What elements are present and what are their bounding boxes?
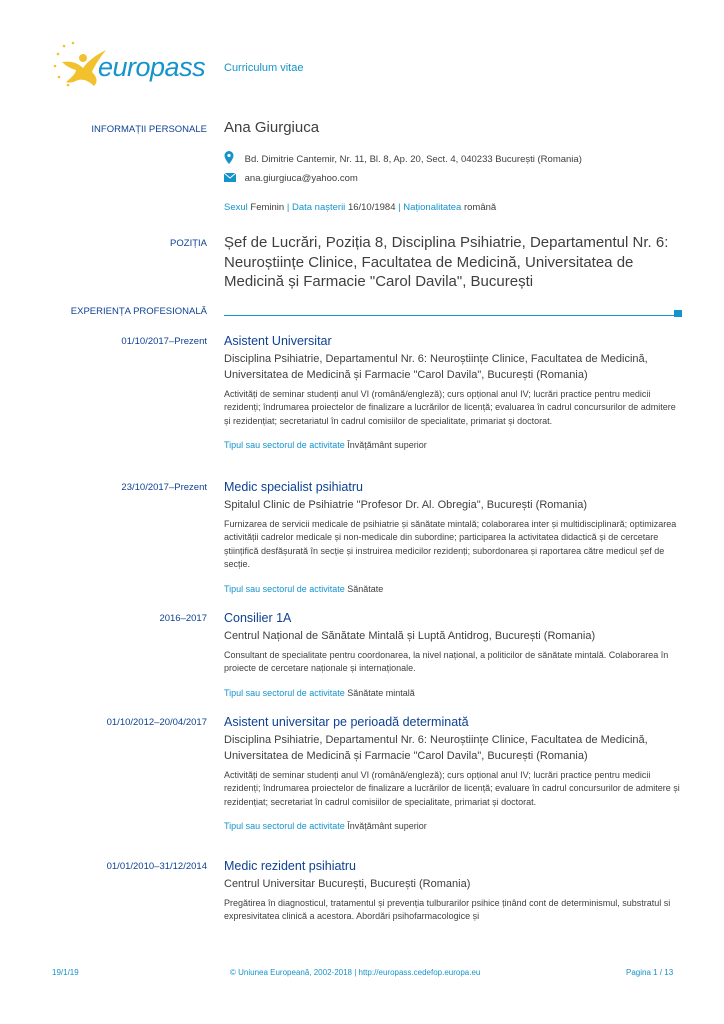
document-title: Curriculum vitae bbox=[224, 62, 304, 74]
entry-description: Furnizarea de servicii medicale de psihiatrie și sănătate mintală; colaborarea inter și multidisciplinară; optimizarea activității cadrelor medicale și non-medicale din subordine; participarea la activitatea didactică și de cercetare științifică desfășurată în secție și instruirea medicilor rezidenți; subordonarea și raportarea către medicul șef de secție. bbox=[224, 519, 677, 570]
birth-value: 16/10/1984 bbox=[347, 202, 396, 213]
footer-date: 19/1/19 bbox=[52, 968, 79, 977]
entry-sector bbox=[224, 821, 684, 831]
entry-title: Medic specialist psihiatru bbox=[224, 480, 363, 494]
entry-description: Activități de seminar studenți anul VI (română/engleză); curs opțional anul IV; lucrări practice pentru medicii rezidenți; îndrumarea proiectelor de finalizare a lucrărilor de licență; evaluarea în cadrul concursurilor de admitere și rezidențiat; secretariatul în cadrul comisiilor de specialitate, primariat și doctorat. bbox=[224, 389, 676, 426]
entry-dates: 01/10/2012–20/04/2017 bbox=[106, 717, 207, 728]
sector-value: Învățământ superior bbox=[347, 821, 427, 832]
envelope-icon bbox=[224, 173, 236, 182]
position-text: Șef de Lucrări, Poziția 8, Disciplina Psihiatrie, Departamentul Nr. 6: Neuroștiințe Clinice, Facultatea de Medicină, Universitatea de Medicină și Farmacie "Carol Davila", București bbox=[224, 234, 669, 290]
address: Bd. Dimitrie Cantemir, Nr. 11, Bl. 8, Ap. 20, Sect. 4, 040233 București (Romania) bbox=[244, 154, 582, 165]
sex-value: Feminin bbox=[250, 202, 285, 213]
separator: | bbox=[398, 202, 401, 213]
email-link[interactable]: ana.giurgiuca@yahoo.com bbox=[244, 173, 358, 184]
entry-organization: Centrul Național de Sănătate Mintală și Luptă Antidrog, București (Romania) bbox=[224, 630, 596, 642]
footer-copyright[interactable]: © Uniunea Europeană, 2002-2018 | http://europass.cedefop.europa.eu bbox=[230, 968, 481, 977]
entry-sector bbox=[224, 584, 684, 594]
nationality-label: Naționalitatea bbox=[403, 202, 462, 213]
entry-description: Activități de seminar studenți anul VI (română/engleză); curs opțional anul IV; lucrări practice pentru medicii rezidenți; îndrumarea proiectelor de finalizare a lucrărilor de licență; evaluare în cadrul concursurilor de admitere și rezidențiat; secretariat în cadrul comisiilor de specialitate, primariat și doctorat. bbox=[224, 770, 680, 807]
sector-value: Învățământ superior bbox=[347, 440, 427, 451]
entry-organization: Spitalul Clinic de Psihiatrie "Profesor Dr. Al. Obregia", București (Romania) bbox=[224, 499, 588, 511]
entry-title: Medic rezident psihiatru bbox=[224, 859, 357, 873]
section-divider-marker bbox=[674, 310, 682, 317]
separator: | bbox=[286, 202, 290, 213]
address-row bbox=[224, 151, 684, 165]
entry-organization: Centrul Universitar București, București (Romania) bbox=[224, 878, 471, 890]
section-divider bbox=[224, 315, 674, 316]
entry-title: Consilier 1A bbox=[224, 611, 292, 625]
experience-label: EXPERIENȚA PROFESIONALĂ bbox=[70, 306, 207, 317]
birth-label: Data nașterii bbox=[291, 202, 346, 213]
entry-organization: Disciplina Psihiatrie, Departamentul Nr. 6: Neuroștiințe Clinice, Facultatea de Medicină, Universitatea de Medicină și Farmacie "Carol Davila", București (Romania) bbox=[224, 734, 648, 762]
experience-entry bbox=[224, 479, 684, 594]
sector-label: Tipul sau sectorul de activitate bbox=[224, 821, 345, 832]
experience-entry bbox=[224, 714, 684, 831]
person-name: Ana Giurgiuca bbox=[224, 119, 320, 136]
personal-info-label: INFORMAȚII PERSONALE bbox=[91, 124, 207, 135]
personal-details bbox=[224, 202, 684, 213]
entry-description: Consultant de specialitate pentru coordonarea, la nivel național, a politicilor de sănătate mintală. Colaborarea în proiecte de cercetare naționale și internaționale. bbox=[224, 650, 669, 674]
entry-title: Asistent universitar pe perioadă determinată bbox=[224, 715, 469, 729]
entry-dates: 01/01/2010–31/12/2014 bbox=[106, 861, 207, 872]
footer-page: Pagina 1 / 13 bbox=[626, 968, 674, 977]
entry-dates: 01/10/2017–Prezent bbox=[121, 336, 207, 347]
entry-organization: Disciplina Psihiatrie, Departamentul Nr. 6: Neuroștiințe Clinice, Facultatea de Medicină, Universitatea de Medicină și Farmacie "Carol Davila", București (Romania) bbox=[224, 353, 648, 381]
europass-logo bbox=[50, 40, 210, 90]
sector-label: Tipul sau sectorul de activitate bbox=[224, 687, 345, 698]
sector-value: Sănătate mintală bbox=[347, 687, 415, 698]
entry-description: Pregătirea în diagnosticul, tratamentul și prevenția tulburarilor psihice ținând cont de determinismul, substratul si expresivitatea clinică a acestora. Abordări psihofarmacologice și bbox=[224, 898, 671, 922]
position-label: POZIȚIA bbox=[170, 238, 207, 249]
entry-sector bbox=[224, 688, 684, 698]
sector-value: Sănătate bbox=[347, 583, 384, 594]
email-row bbox=[224, 173, 684, 184]
sector-label: Tipul sau sectorul de activitate bbox=[224, 440, 345, 451]
nationality-value: română bbox=[463, 202, 497, 213]
sex-label: Sexul bbox=[224, 202, 248, 213]
experience-entry bbox=[224, 610, 684, 698]
experience-entry bbox=[224, 858, 684, 924]
entry-dates: 2016–2017 bbox=[159, 613, 207, 624]
entry-title: Asistent Universitar bbox=[224, 334, 332, 348]
entry-dates: 23/10/2017–Prezent bbox=[121, 482, 207, 493]
sector-label: Tipul sau sectorul de activitate bbox=[224, 583, 345, 594]
entry-sector bbox=[224, 440, 684, 450]
experience-entry bbox=[224, 333, 684, 450]
location-pin-icon bbox=[224, 151, 234, 164]
logo-text: europass bbox=[98, 52, 206, 82]
